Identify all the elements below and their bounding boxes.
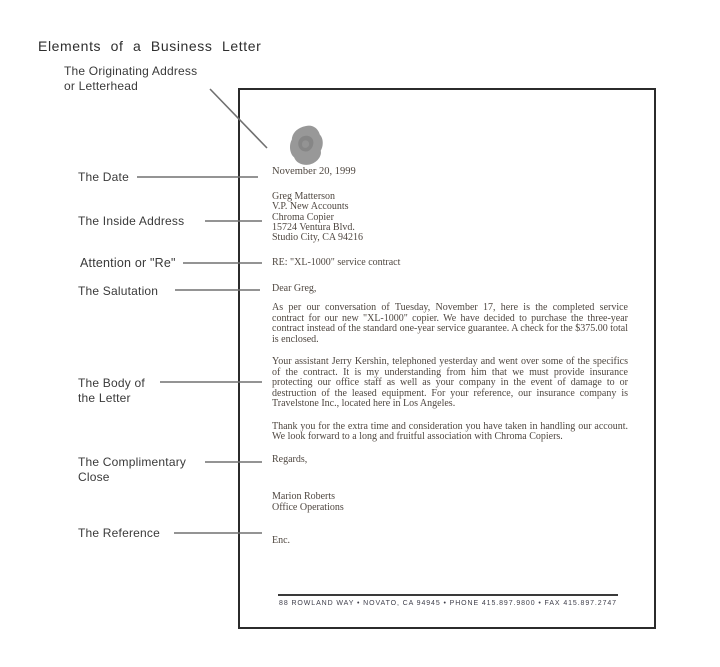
address-line: V.P. New Accounts (272, 201, 349, 213)
body-paragraph: Thank you for the extra time and consideration you have taken in handling our account. We look forward to a long and fruitful association with Chroma Copiers. (272, 420, 628, 442)
callout-letterhead (64, 64, 197, 94)
callout-body (78, 376, 145, 406)
callout-letterhead-line2: or Letterhead (64, 79, 138, 93)
callout-date: The Date (78, 170, 129, 184)
salutation: Dear Greg, (272, 283, 317, 294)
callout-complimentary-close (78, 455, 186, 485)
re-line: RE: "XL-1000" service contract (272, 257, 401, 268)
body-paragraph: As per our conversation of Tuesday, November 17, here is the completed service contract for our new "XL-1000" copier. We have decided to purchase the three-year contract instead of the standard one-year service guarantee. A check for the $375.00 total is enclosed. (272, 302, 628, 345)
callout-close-line2: Close (78, 470, 110, 484)
callout-close-line1: The Complimentary (78, 455, 187, 469)
company-logo-stamp-icon (287, 124, 325, 166)
letterhead-footer: 88 ROWLAND WAY • NOVATO, CA 94945 • PHONE 415.897.9800 • FAX 415.897.2747 (278, 594, 618, 607)
complimentary-close: Regards, (272, 453, 308, 465)
address-line: Studio City, CA 94216 (272, 232, 364, 244)
signature-name: Marion Roberts (272, 491, 336, 502)
address-line: Greg Matterson (272, 191, 336, 202)
signature-title: Office Operations (272, 501, 344, 513)
address-line: 15724 Ventura Blvd. (272, 221, 355, 233)
letter-page (238, 88, 656, 629)
signature-block (272, 492, 628, 513)
callout-inside-address: The Inside Address (78, 214, 185, 228)
callout-body-line1: The Body of (78, 376, 145, 390)
address-line: Chroma Copier (272, 211, 334, 223)
page-title: Elements of a Business Letter (38, 38, 262, 54)
callout-letterhead-line1: The Originating Address (64, 64, 198, 78)
enclosure-reference: Enc. (272, 535, 291, 546)
letter-body (272, 303, 628, 547)
callout-salutation: The Salutation (78, 284, 159, 298)
letter-date: November 20, 1999 (272, 166, 356, 177)
callout-reference: The Reference (78, 526, 160, 540)
body-paragraph: Your assistant Jerry Kershin, telephoned yesterday and went over some of the specifics of the contract. It is my understanding from him that we must provide insurance protecting our office staff as well as your company in the event of damage to or destruction of the leased equipment. For your reference, our insurance company is Travelstone Inc., located here in Los Angeles. (272, 356, 628, 409)
inside-address-block (272, 192, 363, 243)
callout-attention: Attention or "Re" (80, 256, 176, 270)
callout-body-line2: the Letter (78, 391, 131, 405)
